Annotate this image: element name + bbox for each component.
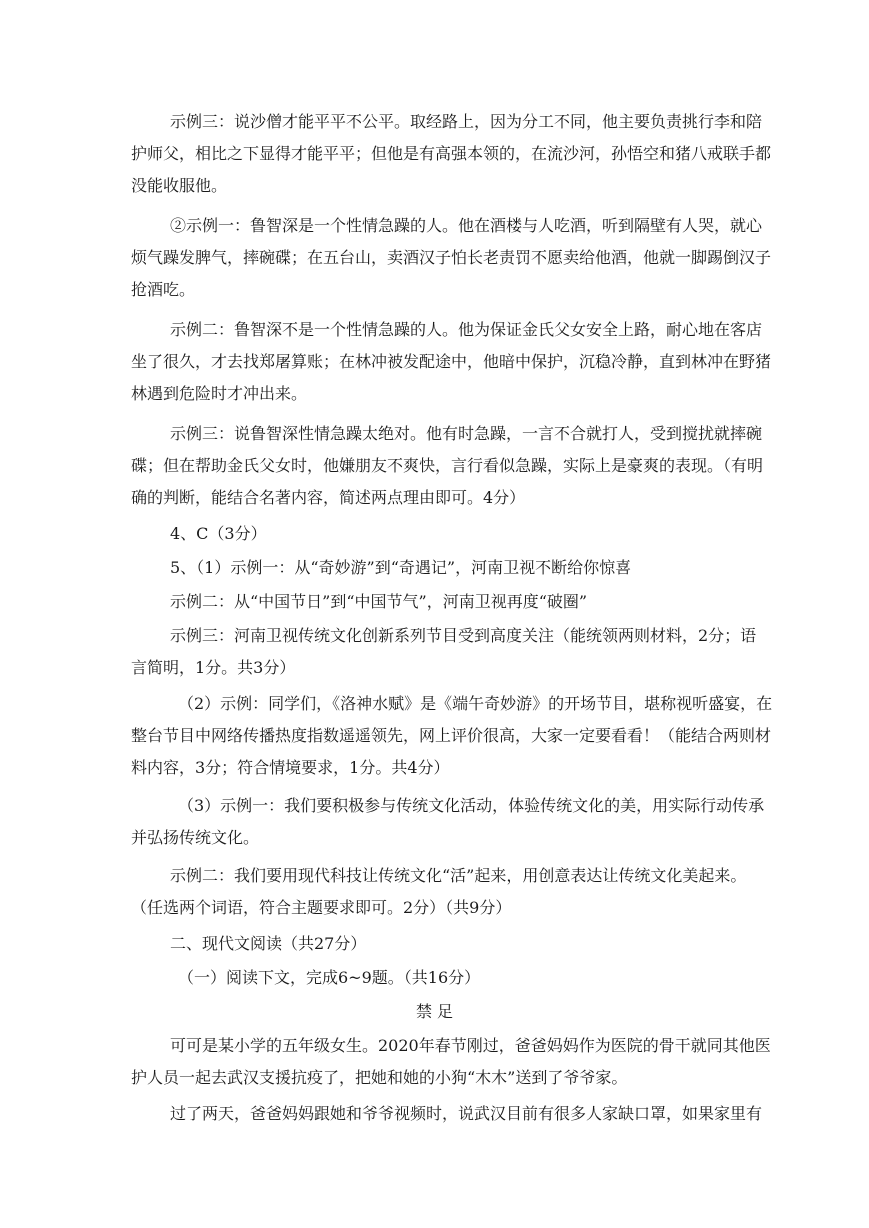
text-line: 示例二：我们要用现代科技让传统文化“活”起来，用创意表达让传统文化美起来。 (170, 866, 747, 885)
text-line: 烦气躁发脾气，摔碗碟；在五台山，卖酒汉子怕长老责罚不愿卖给他酒，他就一脚踢倒汉子 (131, 248, 772, 267)
text-line: 没能收服他。 (131, 176, 228, 195)
text-line: 整台节目中网络传播热度指数遥遥领先，网上评价很高，大家一定要看看！（能结合两则材 (131, 726, 772, 745)
text-line: 可可是某小学的五年级女生。2020年春节刚过，爸爸妈妈作为医院的骨干就同其他医 (170, 1036, 771, 1055)
section-subheading: （一）阅读下文，完成6~9题。（共16分） (178, 968, 481, 987)
text-line: 示例三：说沙僧才能平平不公平。取经路上，因为分工不同，他主要负责挑行李和陪 (170, 112, 763, 131)
text-line: 并弘扬传统文化。 (131, 828, 260, 847)
text-line: 林遇到危险时才冲出来。 (131, 384, 308, 403)
text-line: 4、C（3分） (170, 524, 267, 543)
text-line: 抢酒吃。 (131, 280, 196, 299)
text-line: 言简明，1分。共3分） (131, 658, 296, 677)
article-title: 禁 足 (415, 1002, 454, 1021)
text-line: 过了两天，爸爸妈妈跟她和爷爷视频时，说武汉目前有很多人家缺口罩，如果家里有 (170, 1104, 763, 1123)
text-line: 料内容，3分；符合情境要求，1分。共4分） (131, 758, 450, 777)
section-heading: 二、现代文阅读（共27分） (170, 934, 367, 953)
text-line: 示例二：鲁智深不是一个性情急躁的人。他为保证金氏父女安全上路，耐心地在客店 (170, 320, 763, 339)
text-line: 坐了很久，才去找郑屠算账；在林冲被发配途中，他暗中保护，沉稳冷静，直到林冲在野猪 (131, 352, 772, 371)
text-line: 护师父，相比之下显得才能平平；但他是有高强本领的，在流沙河，孙悟空和猪八戒联手都 (131, 144, 772, 163)
text-line: 护人员一起去武汉支援抗疫了，把她和她的小狗“木木”送到了爷爷家。 (131, 1068, 628, 1087)
text-line: （2）示例：同学们，《洛神水赋》是《端午奇妙游》的开场节目，堪称视听盛宴，在 (178, 694, 773, 713)
text-line: 确的判断，能结合名著内容，简述两点理由即可。4分） (131, 488, 526, 507)
text-line: （任选两个词语，符合主题要求即可。2分）（共9分） (131, 898, 512, 917)
text-line: 示例三：说鲁智深性情急躁太绝对。他有时急躁，一言不合就打人，受到搅扰就摔碗 (170, 424, 763, 443)
text-line: （3）示例一：我们要积极参与传统文化活动，体验传统文化的美，用实际行动传承 (178, 796, 765, 815)
text-line: ②示例一：鲁智深是一个性情急躁的人。他在酒楼与人吃酒，听到隔壁有人哭，就心 (170, 216, 763, 235)
text-line: 示例三：河南卫视传统文化创新系列节目受到高度关注（能统领两则材料，2分；语 (170, 626, 757, 645)
text-line: 5、（1）示例一：从“奇妙游”到“奇遇记”，河南卫视不断给你惊喜 (170, 558, 632, 577)
text-line: 碟；但在帮助金氏父女时，他嫌朋友不爽快，言行看似急躁，实际上是豪爽的表现。（有明 (131, 456, 764, 475)
text-line: 示例二：从“中国节日”到“中国节气”，河南卫视再度“破圈” (170, 592, 588, 611)
